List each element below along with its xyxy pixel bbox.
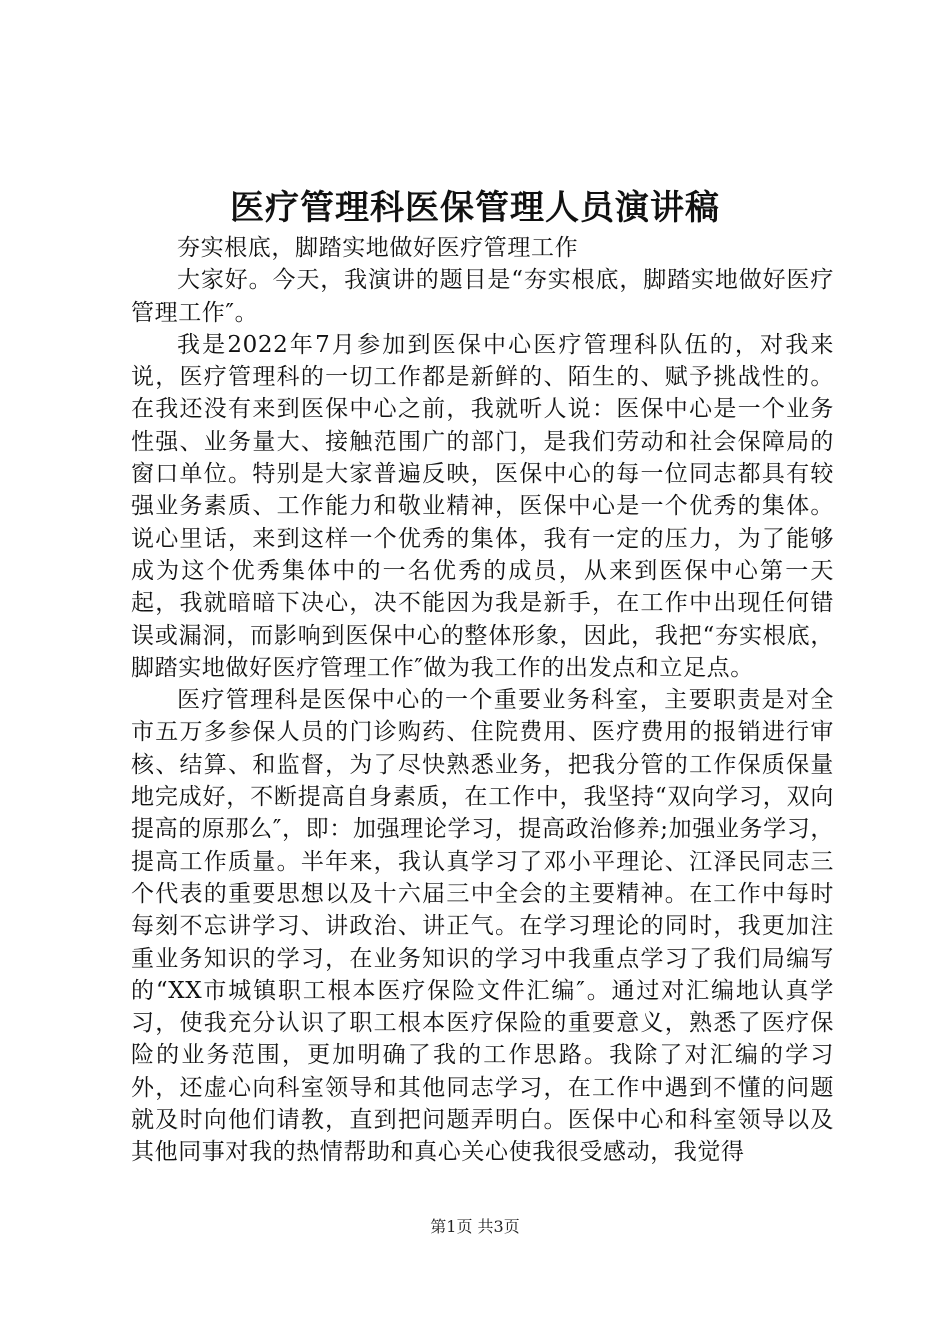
paragraph-subtitle: 夯实根底，脚踏实地做好医疗管理工作	[177, 235, 579, 261]
page-number-footer: 第1页 共3页	[430, 1217, 520, 1236]
paragraph-introduction: 我是2022年7月参加到医保中心医疗管理科队伍的，对我来说，医疗管理科的一切工作都是新鲜的、陌生的、赋予挑战性的。在我还没有来到医保中心之前，我就听人说：医保中心是一个业务性强、业务量大、接触范围广的部门，是我们劳动和社会保障局的窗口单位。特别是大家普遍反映，医保中心的每一位同志都具有较强业务素质、工作能力和敬业精神，医保中心是一个优秀的集体。说心里话，来到这样一个优秀的集体，我有一定的压力，为了能够成为这个优秀集体中的一名优秀的成员，从来到医保中心第一天起，我就暗暗下决心，决不能因为我是新手，在工作中出现任何错误或漏洞，而影响到医保中心的整体形象，因此，我把“夯实根底，脚踏实地做好医疗管理工作″做为我工作的出发点和立足点。	[131, 331, 834, 681]
document-body	[131, 232, 834, 1169]
document-title: 医疗管理科医保管理人员演讲稿	[230, 188, 720, 228]
paragraph-greeting: 大家好。今天，我演讲的题目是“夯实根底，脚踏实地做好医疗管理工作″。	[131, 267, 834, 326]
paragraph-responsibilities: 医疗管理科是医保中心的一个重要业务科室，主要职责是对全市五万多参保人员的门诊购药、住院费用、医疗费用的报销进行审核、结算、和监督，为了尽快熟悉业务，把我分管的工作保质保量地完成好，不断提高自身素质，在工作中，我坚持“双向学习，双向提高的原那么″，即：加强理论学习，提高政治修养;加强业务学习，提高工作质量。半年来，我认真学习了邓小平理论、江泽民同志三个代表的重要思想以及十六届三中全会的主要精神。在工作中每时每刻不忘讲学习、讲政治、讲正气。在学习理论的同时，我更加注重业务知识的学习，在业务知识的学习中我重点学习了我们局编写的“XX市城镇职工根本医疗保险文件汇编″。通过对汇编地认真学习，使我充分认识了职工根本医疗保险的重要意义，熟悉了医疗保险的业务范围，更加明确了我的工作思路。我除了对汇编的学习外，还虚心向科室领导和其他同志学习，在工作中遇到不懂的问题就及时向他们请教，直到把问题弄明白。医保中心和科室领导以及其他同事对我的热情帮助和真心关心使我很受感动，我觉得	[131, 687, 834, 1166]
